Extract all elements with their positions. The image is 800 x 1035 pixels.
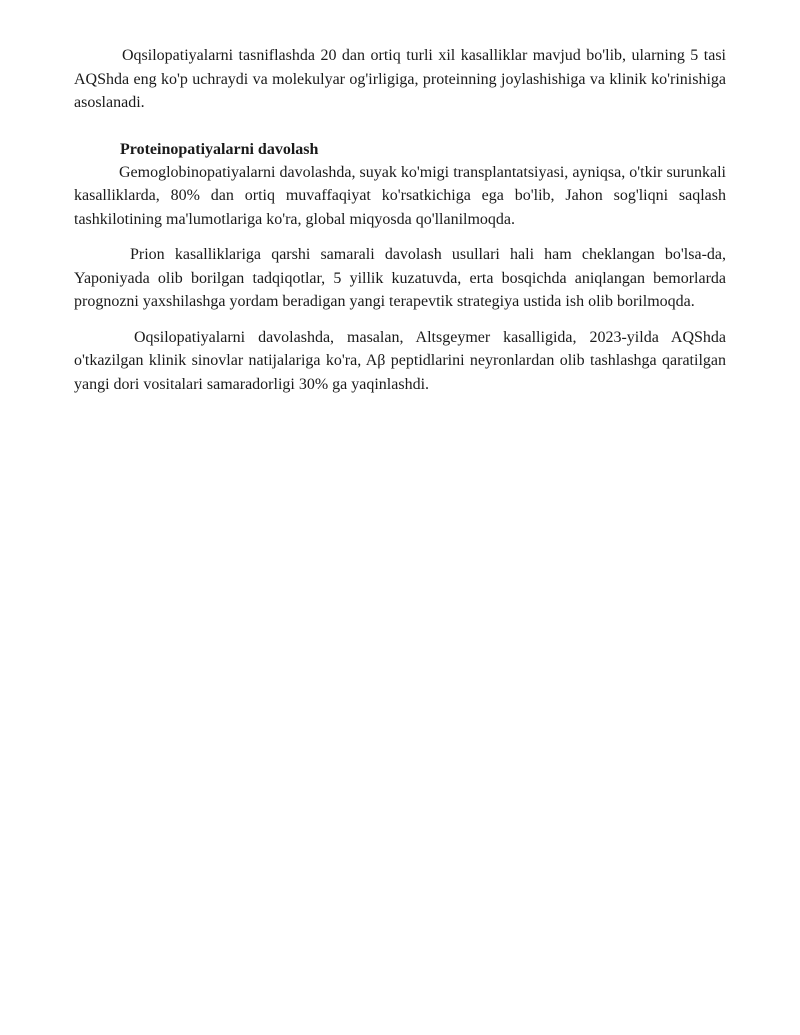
section-heading: Proteinopatiyalarni davolash (120, 140, 319, 158)
paragraph-hemoglobinopathy: Gemoglobinopatiyalarni davolashda, suyak ko'migi transplantatsiyasi, ayniqsa, o'tkir surunkali kasalliklarda, 80% dan ortiq muvaffaqiyat ko'rsatkichiga ega bo'lib, Jahon sog'liqni saqlash tashkilotining ma'lumotlariga ko'ra, global miqyosda qo'llanilmoqda. (74, 163, 726, 228)
paragraph-prion: Prion kasalliklariga qarshi samarali davolash usullari hali ham cheklangan bo'lsa-da, Yaponiyada olib borilgan tadqiqotlar, 5 yillik kuzatuvda, erta bosqichda aniqlangan bemorlarda prognozni yaxshilashga yordam beradigan yangi terapevtik strategiya ustida ish olib borilmoqda. (74, 246, 726, 310)
paragraph-classification: Oqsilopatiyalarni tasniflashda 20 dan ortiq turli xil kasalliklar mavjud bo'lib, ularning 5 tasi AQShda eng ko'p uchraydi va molekulyar og'irligiga, proteinning joylashishiga va klinik ko'rinishiga asoslanadi. (74, 47, 726, 111)
paragraph-alzheimer: Oqsilopatiyalarni davolashda, masalan, Altsgeymer kasalligida, 2023-yilda AQShda o'tkazilgan klinik sinovlar natijalariga ko'ra, Aβ peptidlarini neyronlardan olib tashlashga qaratilgan yangi dori vositalari samaradorligi 30% ga yaqinlashdi. (74, 328, 726, 393)
document-page (74, 44, 726, 396)
